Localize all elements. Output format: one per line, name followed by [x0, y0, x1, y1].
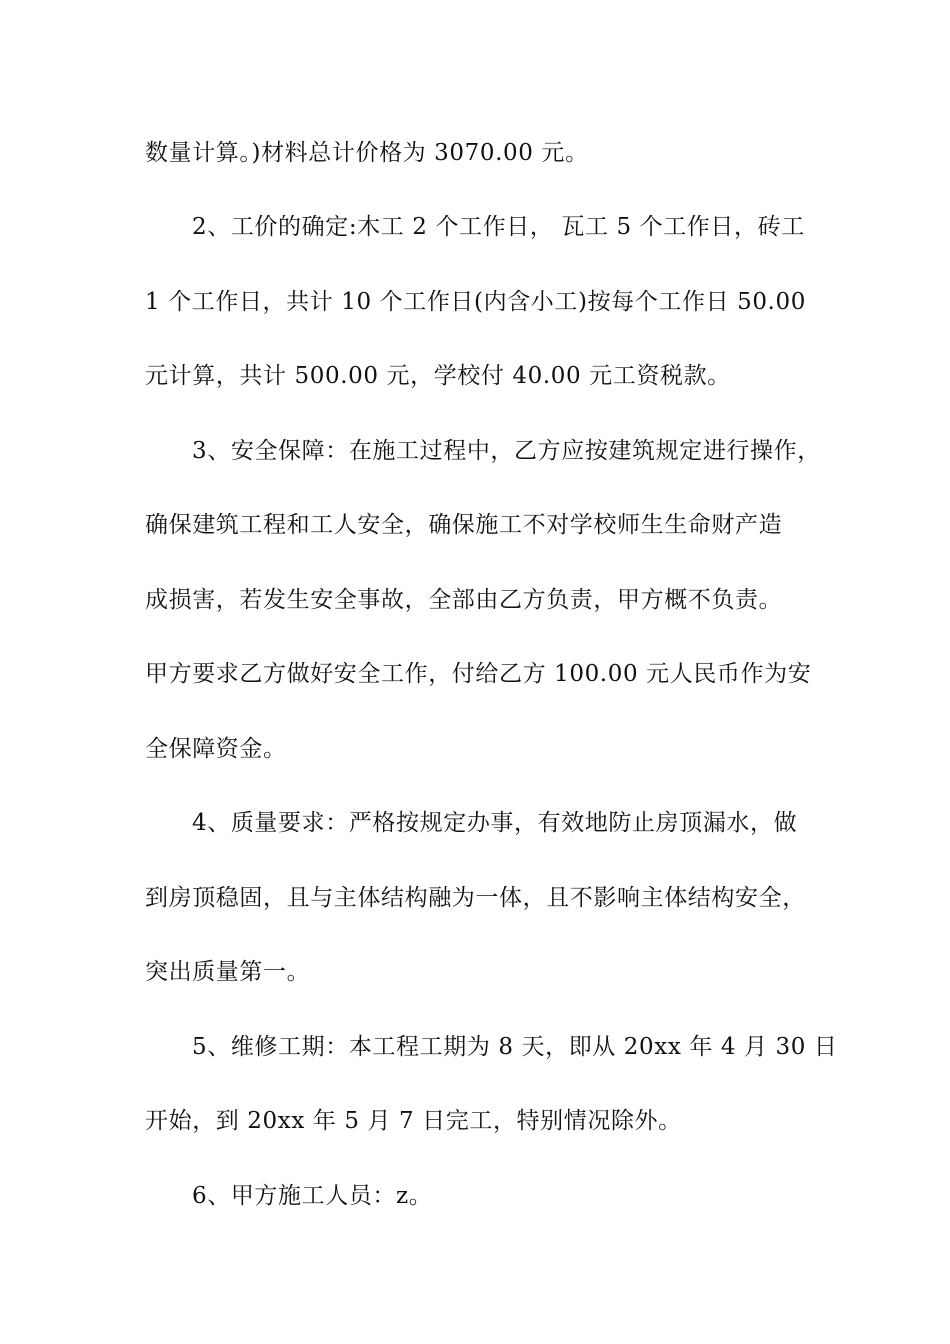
text-line: 开始，到 20xx 年 5 月 7 日完工，特别情况除外。: [145, 1108, 682, 1134]
text-line: 6、甲方施工人员：z。: [192, 1183, 433, 1209]
text-line: 突出质量第一。: [145, 959, 311, 985]
text-line: 1 个工作日，共计 10 个工作日(内含小工)按每个工作日 50.00: [145, 289, 806, 315]
text-line: 5、维修工期：本工程工期为 8 天，即从 20xx 年 4 月 30 日: [192, 1034, 838, 1060]
text-line: 确保建筑工程和工人安全，确保施工不对学校师生生命财产造: [145, 512, 783, 538]
text-line: 元计算，共计 500.00 元，学校付 40.00 元工资税款。: [145, 363, 731, 389]
text-line: 成损害，若发生安全事故，全部由乙方负责，甲方概不负责。: [145, 587, 783, 613]
text-line: 2、工价的确定:木工 2 个工作日， 瓦工 5 个工作日，砖工: [192, 214, 805, 240]
text-line: 到房顶稳固，且与主体结构融为一体，且不影响主体结构安全，: [145, 885, 806, 911]
text-line: 4、质量要求：严格按规定办事，有效地防止房顶漏水，做: [192, 810, 798, 836]
text-line: 3、安全保障：在施工过程中，乙方应按建筑规定进行操作，: [192, 438, 821, 464]
text-line: 数量计算。)材料总计价格为 3070.00 元。: [145, 140, 589, 166]
text-line: 甲方要求乙方做好安全工作，付给乙方 100.00 元人民币作为安: [145, 661, 812, 687]
text-line: 全保障资金。: [145, 736, 287, 762]
